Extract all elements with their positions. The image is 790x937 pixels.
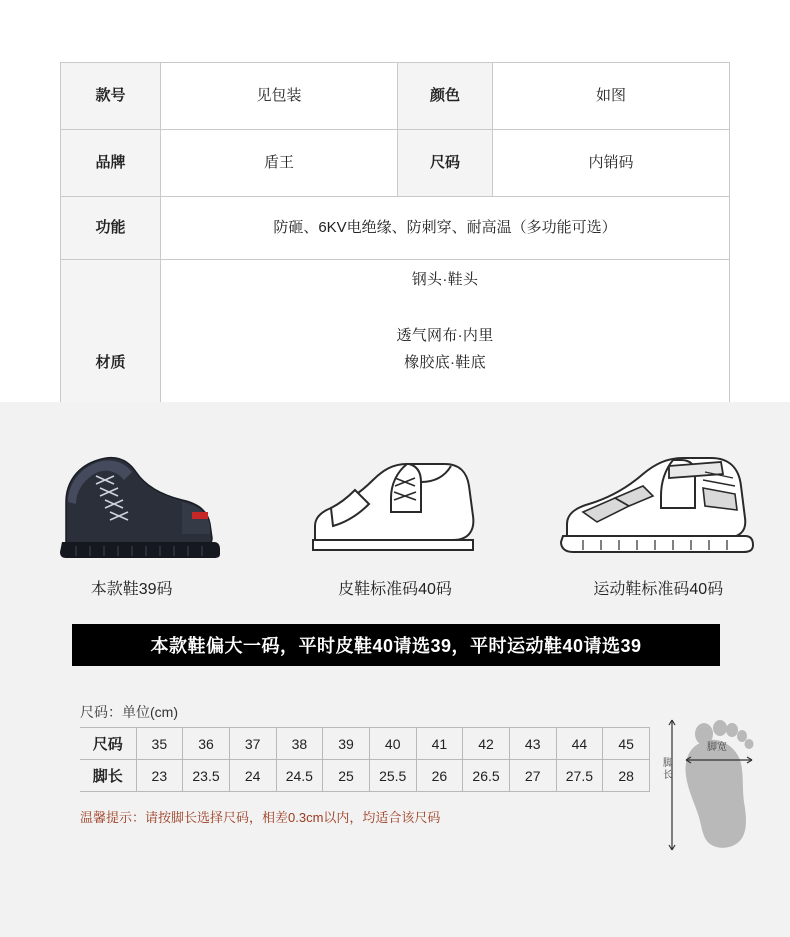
foot-length-cell: 27.5 <box>556 760 603 792</box>
foot-measurement-diagram <box>660 698 780 868</box>
size-cell: 39 <box>323 728 370 760</box>
size-chart-tip: 温馨提示：请按脚长选择尺码，相差0.3cm以内，均适合该尺码 <box>80 810 441 825</box>
table-row <box>61 63 730 130</box>
spec-value-color: 如图 <box>493 63 730 130</box>
size-chart-container <box>80 727 650 792</box>
spec-label-material: 材质 <box>61 260 161 467</box>
dress-shoe-icon <box>275 432 515 562</box>
material-line: 橡胶底·鞋底 <box>404 354 486 372</box>
foot-length-cell: 24.5 <box>276 760 323 792</box>
shoe-compare-item <box>275 432 515 599</box>
size-cell: 40 <box>369 728 416 760</box>
foot-length-cell: 23 <box>136 760 183 792</box>
size-cell: 42 <box>463 728 510 760</box>
size-cell: 37 <box>229 728 276 760</box>
foot-length-cell: 27 <box>509 760 556 792</box>
size-chart-table <box>80 727 650 792</box>
spec-value-function: 防砸、6KV电绝缘、防刺穿、耐高温（多功能可选） <box>161 197 730 260</box>
shoe-comparison-row <box>0 432 790 599</box>
spec-label-function: 功能 <box>61 197 161 260</box>
spec-label-style-no: 款号 <box>61 63 161 130</box>
spec-value-brand: 盾王 <box>161 130 398 197</box>
foot-length-label: 脚长 <box>663 758 673 781</box>
shoe-compare-caption: 运动鞋标准码40码 <box>593 581 724 598</box>
shoe-compare-item <box>12 432 252 599</box>
spec-label-color: 颜色 <box>398 63 493 130</box>
spec-value-style-no: 见包装 <box>161 63 398 130</box>
size-cell: 38 <box>276 728 323 760</box>
size-cell: 45 <box>603 728 650 760</box>
table-row <box>61 130 730 197</box>
work-boot-icon <box>12 432 252 562</box>
foot-length-cell: 26.5 <box>463 760 510 792</box>
spec-label-brand: 品牌 <box>61 130 161 197</box>
size-row-header: 尺码 <box>80 728 136 760</box>
spec-value-size: 内销码 <box>493 130 730 197</box>
foot-width-label: 脚宽 <box>707 742 727 753</box>
size-row-header: 脚长 <box>80 760 136 792</box>
material-line: 钢头·鞋头 透气网布·内里 <box>396 271 494 344</box>
size-chart-title: 尺码：单位(cm) <box>80 704 178 720</box>
footprint-icon <box>660 698 780 868</box>
size-cell: 44 <box>556 728 603 760</box>
foot-length-cell: 25.5 <box>369 760 416 792</box>
foot-length-cell: 26 <box>416 760 463 792</box>
size-comparison-panel <box>0 402 790 937</box>
size-cell: 36 <box>183 728 230 760</box>
shoe-compare-caption: 本款鞋39码 <box>90 581 173 598</box>
sport-shoe-icon <box>538 432 778 562</box>
shoe-compare-caption: 皮鞋标准码40码 <box>338 581 452 598</box>
table-row <box>61 197 730 260</box>
size-cell: 35 <box>136 728 183 760</box>
size-cell: 43 <box>509 728 556 760</box>
table-row <box>80 760 650 792</box>
size-cell: 41 <box>416 728 463 760</box>
foot-length-cell: 25 <box>323 760 370 792</box>
foot-length-cell: 28 <box>603 760 650 792</box>
table-row <box>80 728 650 760</box>
size-warning-banner: 本款鞋偏大一码，平时皮鞋40请选39，平时运动鞋40请选39 <box>72 624 720 666</box>
shoe-compare-item <box>538 432 778 599</box>
spec-label-size: 尺码 <box>398 130 493 197</box>
foot-length-cell: 24 <box>229 760 276 792</box>
foot-length-cell: 23.5 <box>183 760 230 792</box>
